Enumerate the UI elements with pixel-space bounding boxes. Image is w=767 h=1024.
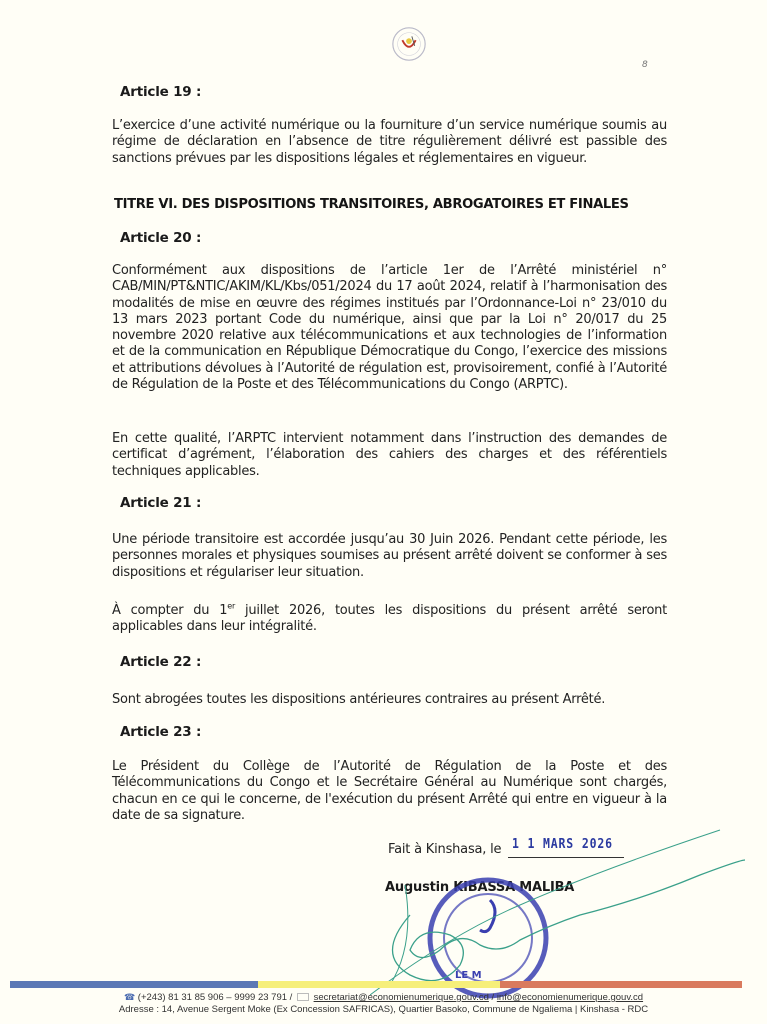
- article-21-paragraph-1: Une période transitoire est accordée jusqu’au 30 Juin 2026. Pendant cette période, les personnes morales et physiques soumises au présent arrêté doivent se conformer à ses dispositions et régulariser leur situation.: [112, 532, 667, 580]
- place-and-date-label: Fait à Kinshasa, le: [388, 842, 502, 857]
- article-20-body: [112, 263, 667, 393]
- footer-band-yellow: [258, 981, 500, 988]
- article-21-paragraph-2: À compter du 1er juillet 2026, toutes les dispositions du présent arrêté seront applicables dans leur intégralité.: [112, 601, 667, 635]
- stamp-text: LE M: [455, 970, 482, 981]
- date-stamp: 1 1 MARS 2026: [512, 836, 613, 852]
- footer-phone: (+243) 81 31 85 906 – 9999 23 791 /: [137, 992, 293, 1003]
- article-22-heading: Article 22 :: [120, 654, 202, 670]
- article-20-body-2: [112, 431, 667, 480]
- article-20-paragraph-1: Conformément aux dispositions de l’article 1er de l’Arrêté ministériel n° CAB/MIN/PT&NTIC/AKIM/KL/Kbs/051/2024 du 17 août 2024, relatif à l’harmonisation des modalités de mise en œuvre des régimes institués par l’Ordonnance-Loi n° 23/010 du 13 mars 2023 portant Code du numérique, ainsi que par la Loi n° 20/017 du 25 novembre 2020 relative aux télécommunications et aux technologies de l’information et de la communication en République Démocratique du Congo, l’exercice des missions et attributions dévolues à l’Autorité de régulation est, provisoirement, confié à l’Autorité de Régulation de la Poste et des Télécommunications du Congo (ARPTC).: [112, 263, 667, 393]
- article-19-paragraph: L’exercice d’une activité numérique ou la fourniture d’un service numérique soumis au régime de déclaration en l’absence de titre régulièrement délivré est passible des sanctions prévues par les dispositions légales et réglementaires en vigueur.: [112, 118, 667, 166]
- article-20-paragraph-2: En cette qualité, l’ARPTC intervient notamment dans l’instruction des demandes de certificat d’agrément, l’élaboration des cahiers des charges et des référentiels techniques applicables.: [112, 431, 667, 479]
- article-21-body-2: [112, 603, 667, 636]
- article-20-heading: Article 20 :: [120, 230, 202, 246]
- handwritten-signature-icon: [370, 820, 750, 1000]
- article-23-body: [112, 759, 667, 824]
- article-19-body: [112, 118, 667, 167]
- page-number: 8: [642, 60, 648, 70]
- section-title: TITRE VI. DES DISPOSITIONS TRANSITOIRES, ABROGATOIRES ET FINALES: [114, 196, 629, 212]
- article-23-paragraph: Le Président du Collège de l’Autorité de Régulation de la Poste et des Télécommunications du Congo et le Secrétaire Général au Numérique sont chargés, chacun en ce qui le concerne, de l'exécution du présent Arrêté qui entre en vigueur à la date de sa signature.: [112, 759, 667, 823]
- phone-icon: ☎: [123, 992, 136, 1002]
- coat-of-arms-seal-icon: [390, 25, 428, 63]
- article-23-heading: Article 23 :: [120, 724, 202, 740]
- footer-contact: ☎ (+243) 81 31 85 906 – 9999 23 791 / secretariat@economienumerique.gouv.cd / info@economienumerique.gouv.cd: [123, 992, 644, 1003]
- article-22-paragraph: Sont abrogées toutes les dispositions antérieures contraires au présent Arrêté.: [112, 692, 606, 707]
- article-19-heading: Article 19 :: [120, 84, 202, 100]
- footer-band-blue: [10, 981, 258, 988]
- footer-address: Adresse : 14, Avenue Sergent Moke (Ex Concession SAFRICAS), Quartier Basoko, Commune de Ngaliema | Kinshasa - RDC: [118, 1004, 649, 1015]
- footer-band-red: [500, 981, 742, 988]
- article-21-heading: Article 21 :: [120, 495, 202, 511]
- article-21-body: [112, 532, 667, 581]
- signer-name: Augustin KIBASSA MALIBA: [385, 880, 575, 895]
- email-secretariat-link[interactable]: secretariat@economienumerique.gouv.cd: [313, 992, 489, 1003]
- article-22-body: [112, 692, 667, 708]
- mail-icon: [297, 993, 309, 1001]
- email-info-link[interactable]: info@economienumerique.gouv.cd: [496, 992, 644, 1003]
